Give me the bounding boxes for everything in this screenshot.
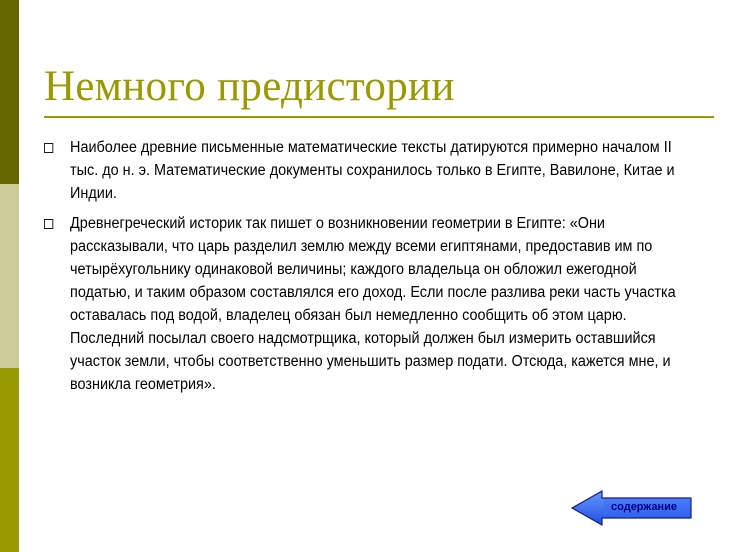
bullet-text: Древнегреческий историк так пишет о возникновении геометрии в Египте: «Они рассказывали, что царь разделил землю между всеми египтянами, предоставив им по четырёхугольнику одинаковой величины; каждого владельца он обложил ежегодной податью, и таким образом составлялся его доход. Если после разлива реки часть участка оставалась под водой, владелец обязан был немедленно сообщить об этом царю. Последний посылал своего надсмотрщика, который должен был измерить оставшийся участок земли, чтобы соответственно уменьшить размер подати. Отсюда, кажется мне, и возникла геометрия». [70,215,676,393]
square-bullet-icon [44,143,53,153]
slide-title: Немного предистории [44,63,455,110]
bullet-item [44,136,691,205]
contents-button-label: содержание [611,501,677,513]
title-underline [44,116,714,118]
side-bar-middle [0,184,19,368]
contents-button[interactable] [570,489,694,527]
side-bar-top [0,0,19,184]
bullet-list [44,136,694,403]
bullet-text: Наиболее древние письменные математические тексты датируются примерно началом II тыс. до н. э. Математические документы сохранилось только в Египте, Вавилоне, Китае и Индии. [70,139,675,202]
bullet-item [44,212,691,396]
side-bar-bottom [0,368,19,552]
square-bullet-icon [44,219,53,229]
